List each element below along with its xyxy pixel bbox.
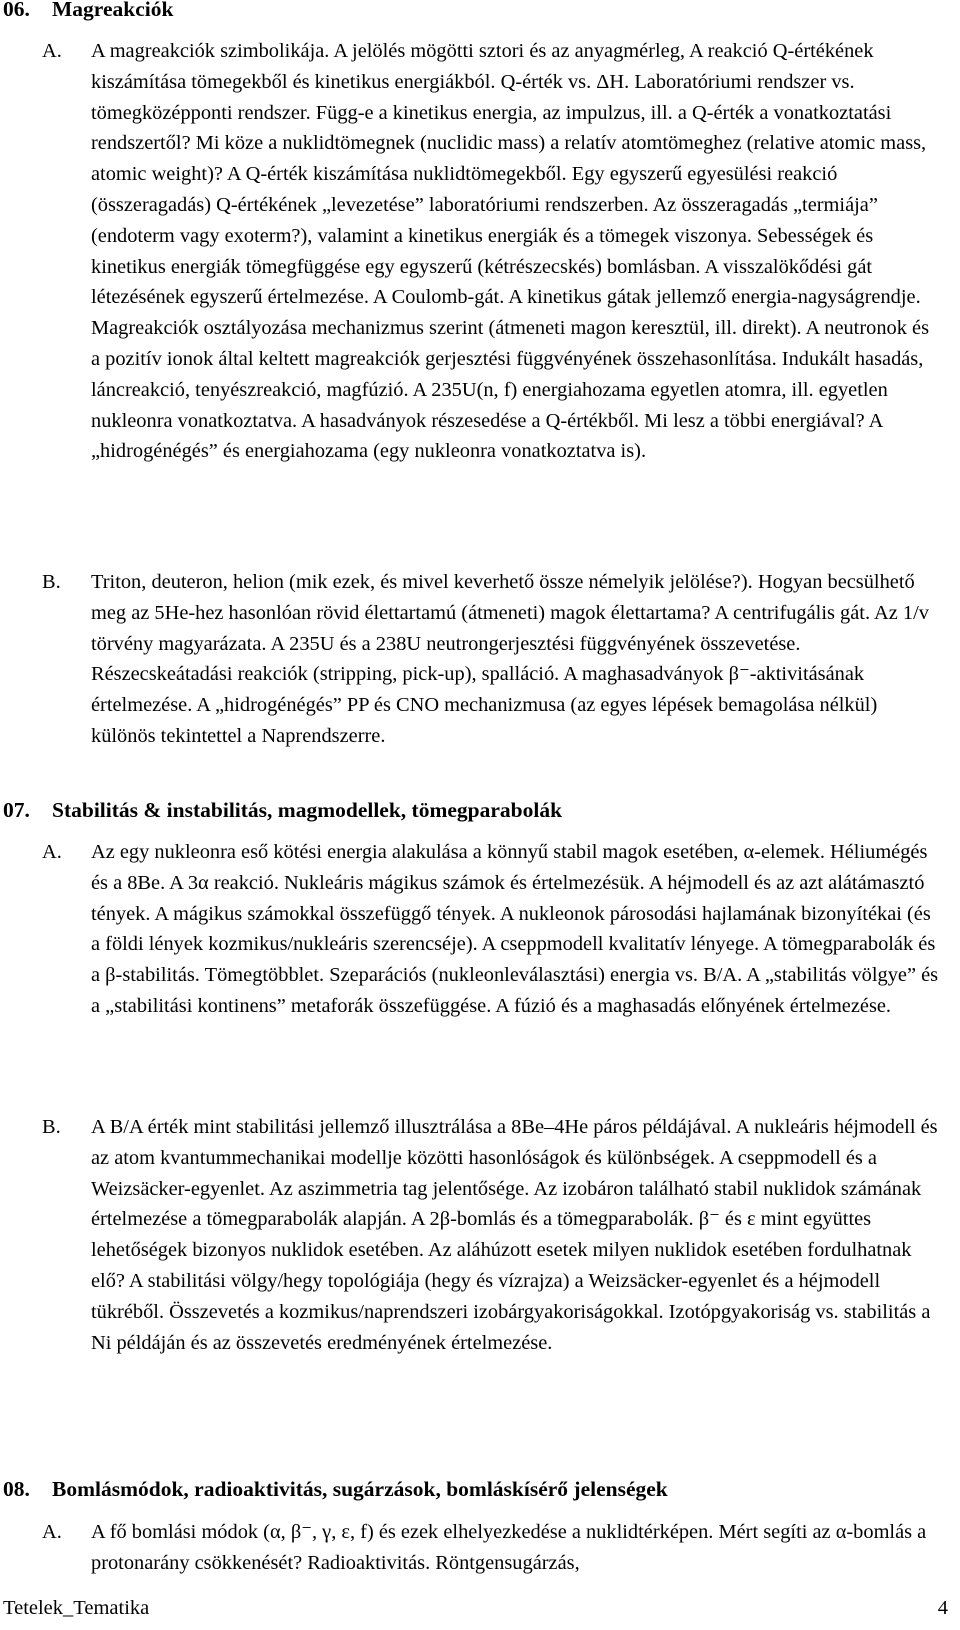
item-07-a	[42, 837, 941, 1022]
item-07-b	[42, 1112, 941, 1358]
item-06-a	[42, 36, 941, 467]
item-text: Triton, deuteron, helion (mik ezek, és mivel keverhető össze némelyik jelölése?). Hogyan becsülhető meg az 5He-hez hasonlóan rövid élettartamú (átmeneti) magok élettartama? A centrifugális gát. Az 1/v törvény magyarázata. A 235U és a 238U neutrongerjesztési függvényének összevetése. Részecskeátadási reakciók (stripping, pick-up), spalláció. A maghasadványok β⁻-aktivitásának értelmezése. A „hidrogénégés” PP és CNO mechanizmusa (az egyes lépések bemagolása nélkül) különös tekintettel a Naprendszerre.	[91, 571, 929, 747]
item-06-b	[42, 567, 941, 752]
section-title-06	[3, 0, 173, 24]
item-label: A.	[42, 1521, 62, 1543]
section-title-text: Magreakciók	[52, 0, 174, 21]
footer-page-number: 4	[937, 1597, 948, 1619]
item-text: Az egy nukleonra eső kötési energia alakulása a könnyű stabil magok esetében, α-elemek. Héliumégés és a 8Be. A 3α reakció. Nukleáris mágikus számok és értelmezésük. A héjmodell és az azt alátámasztó tények. A mágikus számokkal összefüggő tények. A nukleonok párosodási hajlamának bizonyítékai (és a földi lények kozmikus/nukleáris szerencséje). A cseppmodell kvalitatív lényege. A tömegparabolák és a β-stabilitás. Tömegtöbblet. Szeparációs (nukleonleválasztási) energia vs. B/A. A „stabilitás völgye” és a „stabilitási kontinens” metaforák összefüggése. A fúzió és a maghasadás előnyének értelmezése.	[91, 841, 939, 1017]
item-label: A.	[42, 40, 62, 62]
section-title-08	[3, 1474, 668, 1504]
item-text: A fő bomlási módok (α, β⁻, γ, ε, f) és ezek elhelyezkedése a nuklidtérképen. Mért segíti az α-bomlás a protonarány csökkenését? Radioaktivitás. Röntgensugárzás,	[91, 1521, 927, 1574]
item-label: A.	[42, 841, 62, 863]
section-title-text: Bomlásmódok, radioaktivitás, sugárzások, bomláskísérő jelenségek	[52, 1477, 668, 1501]
item-label: B.	[42, 571, 61, 593]
footer-document-name: Tetelek_Tematika	[3, 1597, 150, 1619]
section-number: 07.	[3, 798, 30, 822]
item-text: A B/A érték mint stabilitási jellemző illusztrálása a 8Be–4He páros példájával. A nukleáris héjmodell és az atom kvantummechanikai modellje közötti hasonlóságok és különbségek. A cseppmodell és a Weizsäcker-egyenlet. Az aszimmetria tag jelentősége. Az izobáron található stabil nuklidok számának értelmezése a tömegparabolák alapján. A 2β-bomlás és a tömegparabolák. β⁻ és ε mint együttes lehetőségek bizonyos nuklidok esetében. Az aláhúzott esetek milyen nuklidok esetében fordulhatnak elő? A stabilitási völgy/hegy topológiája (hegy és vízrajza) a Weizsäcker-egyenlet és a héjmodell tükréből. Összevetés a kozmikus/naprendszeri izobárgyakoriságokkal. Izotópgyakoriság vs. stabilitás a Ni példáján és az összevetés eredményének értelmezése.	[91, 1116, 938, 1354]
section-number: 06.	[3, 0, 30, 21]
item-text: A magreakciók szimbolikája. A jelölés mögötti sztori és az anyagmérleg, A reakció Q-értékének kiszámítása tömegekből és kinetikus energiákból. Q-érték vs. ΔH. Laboratóriumi rendszer vs. tömegközépponti rendszer. Függ-e a kinetikus energia, az impulzus, ill. a Q-érték a vonatkoztatási rendszertől? Mi köze a nuklidtömegnek (nuclidic mass) a relatív atomtömeghez (relative atomic mass, atomic weight)? A Q-érték kiszámítása nuklidtömegekből. Egy egyszerű egyesülési reakció (összeragadás) Q-értékének „levezetése” laboratóriumi rendszerben. Az összeragadás „termiája” (endoterm vagy exoterm?), valamint a kinetikus energiák és a tömegek viszonya. Sebességek és kinetikus energiák tömegfüggése egy egyszerű (kétrészecskés) bomlásban. A visszalökődési gát létezésének egyszerű értelmezése. A Coulomb-gát. A kinetikus gátak jellemző energia-nagyságrendje. Magreakciók osztályozása mechanizmus szerint (átmeneti magon keresztül, ill. direkt). A neutronok és a pozitív ionok által keltett magreakciók gerjesztési függvényének összehasonlítása. Indukált hasadás, láncreakció, tenyészreakció, magfúzió. A 235U(n, f) energiahozama egyetlen atomra, ill. egyetlen nukleonra vonatkoztatva. A hasadványok részesedése a Q-értékből. Mi lesz a többi energiával? A „hidrogénégés” és energiahozama (egy nukleonra vonatkoztatva is).	[91, 40, 930, 463]
page-footer	[3, 1597, 948, 1620]
section-number: 08.	[3, 1477, 30, 1501]
section-title-text: Stabilitás & instabilitás, magmodellek, tömegparabolák	[52, 798, 563, 822]
item-08-a	[42, 1517, 941, 1579]
item-label: B.	[42, 1116, 61, 1138]
section-title-07	[3, 795, 562, 825]
